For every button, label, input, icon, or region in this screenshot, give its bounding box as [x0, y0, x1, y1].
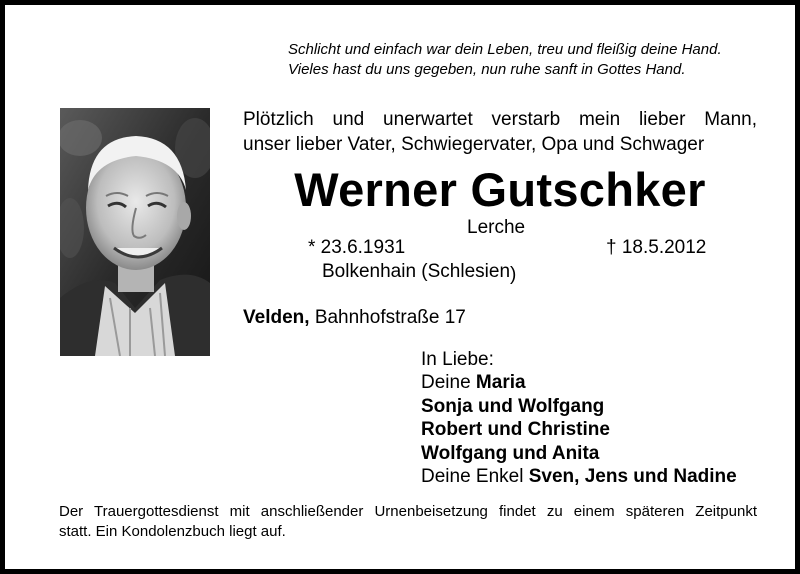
announcement-line-2: unser lieber Vater, Schwiegervater, Opa und Schwager: [243, 134, 705, 155]
service-notice-line-1: Der Trauergottesdienst mit anschließender Urnenbeisetzung findet zu einem späteren Zeitpunkt: [59, 503, 757, 520]
mourner-family-2-name: Robert und Christine: [421, 419, 610, 441]
mourner-wife-prefix: Deine: [421, 372, 476, 394]
address: [243, 306, 466, 330]
death-announcement: [243, 107, 757, 157]
grandchildren-prefix: Deine Enkel: [421, 466, 529, 488]
memorial-verse: [288, 40, 768, 80]
mourner-wife: [421, 371, 737, 394]
deceased-portrait-photo: [60, 108, 210, 356]
mourner-grandchildren: [421, 465, 737, 488]
birthplace: [322, 260, 516, 284]
announcement-line-1: Plötzlich und unerwartet verstarb mein lieber Mann,: [243, 109, 757, 130]
mourners-list: [421, 348, 737, 488]
address-town: Velden,: [243, 307, 310, 328]
verse-line-2: Vieles hast du uns gegeben, nun ruhe sanft in Gottes Hand.: [288, 61, 686, 78]
mourner-family-1-name: Sonja und Wolfgang: [421, 395, 605, 417]
mourner-wife-name: Maria: [475, 372, 526, 394]
service-notice-line-2: statt. Ein Kondolenzbuch liegt auf.: [59, 523, 286, 540]
mourners-intro: In Liebe:: [421, 349, 494, 370]
mourner-family-2: [421, 418, 737, 441]
birthplace-closing-paren: ): [510, 264, 517, 285]
grandchildren-names: Sven, Jens und Nadine: [528, 466, 737, 488]
address-street: Bahnhofstraße 17: [314, 307, 466, 328]
mourner-family-1: [421, 395, 737, 418]
deceased-name: Werner Gutschker: [294, 163, 706, 216]
service-notice: [59, 502, 757, 542]
mourner-family-3: [421, 442, 737, 465]
mourner-family-3-name: Wolfgang und Anita: [421, 442, 600, 464]
death-date: † 18.5.2012: [606, 237, 707, 258]
portrait-image: [60, 108, 210, 356]
birthplace-text: Bolkenhain (Schlesien: [322, 261, 511, 282]
deceased-nickname: Lerche: [467, 217, 526, 238]
birth-date: * 23.6.1931: [308, 237, 406, 258]
verse-line-1: Schlicht und einfach war dein Leben, treu und fleißig deine Hand.: [288, 41, 722, 58]
